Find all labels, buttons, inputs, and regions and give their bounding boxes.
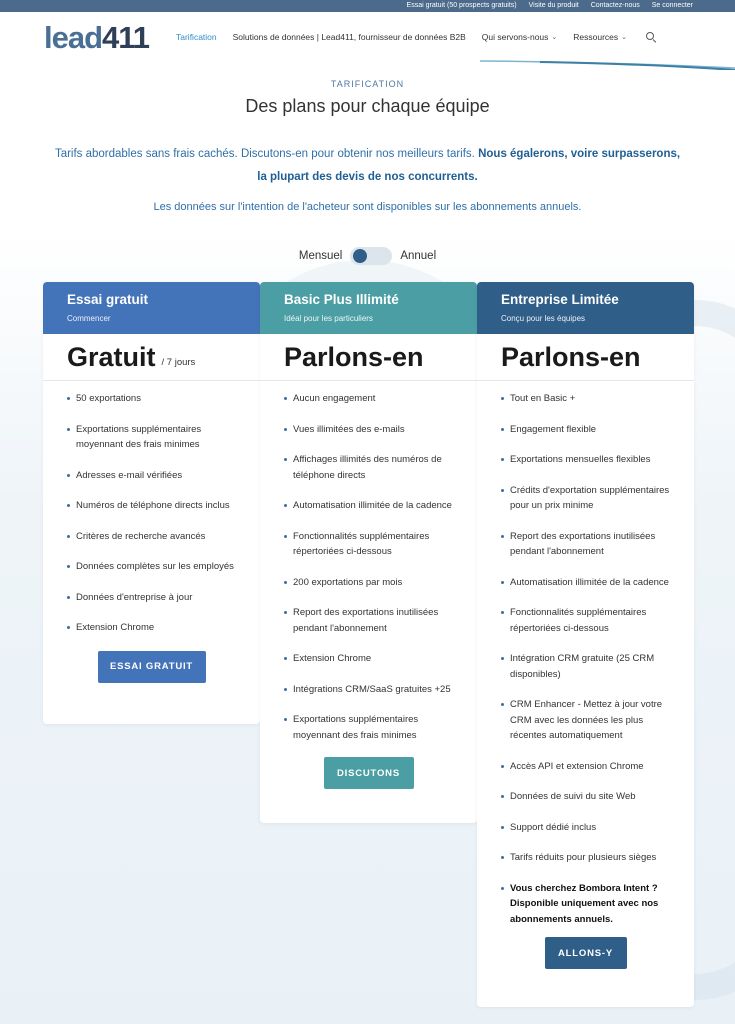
header-swoosh-decoration (480, 60, 735, 70)
plan-feature-item: Intégration CRM gratuite (25 CRM disponibles) (501, 651, 670, 682)
discutons-button[interactable]: DISCUTONS (324, 757, 414, 789)
switch-knob (353, 249, 367, 263)
plan-card-basic-plus (260, 282, 477, 823)
plan-feature-item: Données de suivi du site Web (501, 789, 670, 805)
intro-bold-1: Nous égalerons, voire surpasserons, (478, 148, 681, 160)
plan-feature-item: Fonctionnalités supplémentaires répertoriées ci-dessous (501, 605, 670, 636)
plan-feature-list (43, 381, 260, 636)
plan-feature-item: CRM Enhancer - Mettez à jour votre CRM avec les données les plus récentes automatiquement (501, 697, 670, 744)
plan-feature-item: Aucun engagement (284, 391, 453, 407)
plan-feature-item: Exportations supplémentaires moyennant des frais minimes (284, 712, 453, 743)
site-header (0, 12, 735, 62)
plan-feature-item: Vues illimitées des e-mails (284, 422, 453, 438)
nav-item-label: Tarification (176, 32, 217, 42)
plan-feature-list (260, 381, 477, 743)
toggle-label-annual[interactable]: Annuel (400, 250, 437, 262)
nav-item-resources[interactable] (573, 32, 627, 42)
topbar-link-contact[interactable]: Contactez-nous (590, 2, 640, 9)
plan-feature-item: Crédits d'exportation supplémentaires pour un prix minime (501, 483, 670, 514)
plan-feature-item: 50 exportations (67, 391, 236, 407)
logo[interactable] (44, 19, 164, 55)
plan-title: Essai gratuit (67, 292, 149, 307)
intent-data-note: Les données sur l'intention de l'acheteur sont disponibles sur les abonnements annuels. (153, 201, 582, 213)
plan-feature-item: Tarifs réduits pour plusieurs sièges (501, 850, 670, 866)
nav-item-label: Qui servons-nous (481, 32, 549, 42)
plan-card-free-trial (43, 282, 260, 724)
plan-subtitle: Conçu pour les équipes (501, 314, 586, 323)
plan-feature-item: Accès API et extension Chrome (501, 759, 670, 775)
plan-price: Parlons-en (284, 341, 424, 372)
plan-price-row (43, 334, 260, 381)
nav-item-solutions[interactable] (233, 32, 466, 42)
nav-item-pricing[interactable] (176, 32, 217, 42)
plan-feature-item: Exportations supplémentaires moyennant des frais minimes (67, 422, 236, 453)
intro-bold-2: la plupart des devis de nos concurrents. (257, 171, 478, 183)
plan-feature-item: Automatisation illimitée de la cadence (284, 498, 453, 514)
plan-feature-item: Report des exportations inutilisées pendant l'abonnement (284, 605, 453, 636)
pricing-hero (0, 79, 735, 213)
plan-header (43, 282, 260, 334)
plan-feature-item: Extension Chrome (67, 620, 236, 636)
plan-feature-item: Affichages illimités des numéros de téléphone directs (284, 452, 453, 483)
plan-feature-item: Données d'entreprise à jour (67, 590, 236, 606)
plan-feature-item: Automatisation illimitée de la cadence (501, 575, 670, 591)
allons-y-button[interactable]: ALLONS-Y (545, 937, 627, 969)
intro-plain: Tarifs abordables sans frais cachés. Discutons-en pour obtenir nos meilleurs tarifs. (54, 148, 475, 160)
nav-item-label: Solutions de données | Lead411, fournisseur de données B2B (232, 32, 466, 42)
plan-feature-item: Données complètes sur les employés (67, 559, 236, 575)
plan-header (260, 282, 477, 334)
free-trial-button[interactable]: ESSAI GRATUIT (98, 651, 206, 683)
logo-text: lead (44, 19, 103, 55)
plan-title: Entreprise Limitée (501, 292, 619, 307)
plan-feature-item: Adresses e-mail vérifiées (67, 468, 236, 484)
plan-feature-item: Exportations mensuelles flexibles (501, 452, 670, 468)
plan-feature-item: Numéros de téléphone directs inclus (67, 498, 236, 514)
logo-number: 411 (102, 19, 150, 55)
section-eyebrow: TARIFICATION (330, 79, 405, 89)
nav-item-who-we-serve[interactable] (482, 32, 558, 42)
topbar-link-product-tour[interactable]: Visite du produit (528, 2, 579, 9)
billing-toggle (0, 247, 735, 265)
plan-title: Basic Plus Illimité (284, 292, 399, 307)
intro-text (38, 143, 698, 189)
topbar-link-login[interactable]: Se connecter (651, 2, 693, 9)
plan-feature-item: Extension Chrome (284, 651, 453, 667)
chevron-down-icon: ⌄ (551, 34, 558, 41)
topbar-link-free-trial[interactable]: Essai gratuit (50 prospects gratuits) (406, 2, 517, 9)
plan-feature-note: Vous cherchez Bombora Intent ? Disponible uniquement avec nos abonnements annuels. (501, 881, 670, 928)
plan-subtitle: Commencer (67, 314, 111, 323)
plan-card-enterprise (477, 282, 694, 1007)
utility-bar (0, 0, 735, 12)
plan-feature-item: Critères de recherche avancés (67, 529, 236, 545)
plan-feature-item: 200 exportations par mois (284, 575, 453, 591)
plan-feature-list (477, 381, 694, 927)
page-title: Des plans pour chaque équipe (245, 96, 490, 116)
plan-price: Gratuit (67, 341, 156, 372)
plan-feature-item: Report des exportations inutilisées pendant l'abonnement (501, 529, 670, 560)
plan-price-row (477, 334, 694, 381)
toggle-label-monthly[interactable]: Mensuel (298, 250, 343, 262)
chevron-down-icon: ⌄ (621, 34, 628, 41)
plan-header (477, 282, 694, 334)
billing-switch[interactable] (350, 247, 392, 265)
nav-item-label: Ressources (573, 32, 619, 42)
plan-feature-item: Engagement flexible (501, 422, 670, 438)
plan-price-suffix: / 7 jours (161, 356, 196, 368)
plan-feature-item: Support dédié inclus (501, 820, 670, 836)
plan-subtitle: Idéal pour les particuliers (284, 314, 373, 323)
plan-price-row (260, 334, 477, 381)
plan-feature-item: Tout en Basic + (501, 391, 670, 407)
search-icon[interactable] (645, 31, 657, 43)
main-nav (176, 31, 657, 43)
plan-feature-item: Fonctionnalités supplémentaires répertoriées ci-dessous (284, 529, 453, 560)
plan-feature-item: Intégrations CRM/SaaS gratuites +25 (284, 682, 453, 698)
plan-price: Parlons-en (501, 341, 641, 372)
